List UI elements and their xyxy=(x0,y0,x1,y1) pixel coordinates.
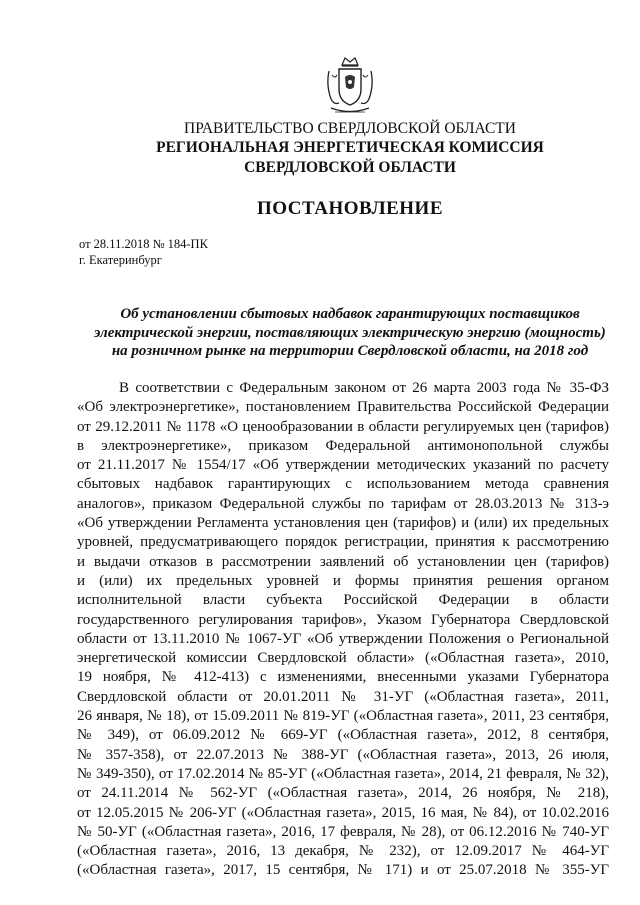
body-line: В соответствии с Федеральным законом от 26 марта 2003 года № 35-ФЗ xyxy=(119,380,609,396)
document-subject xyxy=(0,305,640,361)
body-line: «Об электроэнергетике», постановлением Правительства Российской Федерации xyxy=(77,399,609,416)
government-name: ПРАВИТЕЛЬСТВО СВЕРДЛОВСКОЙ ОБЛАСТИ xyxy=(184,120,516,137)
body-line: в электроэнергетике», приказом Федеральной антимонопольной службы xyxy=(77,437,609,454)
body-line: № 50-УГ («Областная газета», 2016, 17 февраля, № 28), от 06.12.2016 № 740-УГ xyxy=(77,823,609,840)
body-line: от 21.11.2017 № 1554/17 «Об утверждении методических указаний по расчету xyxy=(77,457,609,474)
document-city: г. Екатеринбург xyxy=(79,253,162,267)
document-date-number: от 28.11.2018 № 184-ПК xyxy=(79,237,208,251)
region-name: СВЕРДЛОВСКОЙ ОБЛАСТИ xyxy=(244,159,456,176)
subject-line: электрической энергии, поставляющих электрическую энергию (мощность) xyxy=(94,324,606,341)
body-line: «Об утверждении Регламента установления цен (тарифов) и (или) их предельных xyxy=(77,515,609,532)
body-line: № 349), от 06.09.2012 № 669-УГ («Областная газета», 2012, 8 сентября, xyxy=(77,727,609,744)
body-line: от 24.11.2014 № 562-УГ («Областная газета», 2014, 26 ноября, № 218), xyxy=(77,785,609,802)
body-line: государственного регулирования тарифов», Указом Губернатора Свердловской xyxy=(77,611,609,628)
subject-line: на розничном рынке на территории Свердловской области, на 2018 год xyxy=(111,343,589,359)
body-line: 19 ноября, № 412-413) с изменениями, внесенными указами Губернатора xyxy=(77,669,609,686)
subject-line: Об установлении сбытовых надбавок гарантирующих поставщиков xyxy=(120,306,580,322)
body-line: от 29.12.2011 № 1178 «О ценообразовании в области регулируемых цен (тарифов) xyxy=(77,418,609,435)
body-line: («Областная газета», 2017, 15 сентября, № 171) и от 25.07.2018 № 355-УГ xyxy=(77,862,609,879)
body-line: энергетической комиссии Свердловской области» («Областная газета», 2010, xyxy=(77,650,609,667)
body-line: 26 января, № 18), от 15.09.2011 № 819-УГ («Областная газета», 2011, 23 сентября, xyxy=(77,708,609,725)
body-line: и выдачи отказов в рассмотрении заявлений об установлении цен (тарифов) xyxy=(77,553,609,570)
page-title: ПОСТАНОВЛЕНИЕ xyxy=(256,198,444,219)
coat-of-arms-icon xyxy=(325,55,375,117)
body-line: аналогов», приказом Федеральной службы по тарифам от 28.03.2013 № 313-э xyxy=(77,495,609,512)
commission-name: РЕГИОНАЛЬНАЯ ЭНЕРГЕТИЧЕСКАЯ КОМИССИЯ xyxy=(156,139,544,156)
body-line: уровней, предусматривающего порядок регистрации, принятия к рассмотрению xyxy=(77,534,609,551)
body-line: («Областная газета», 2016, 13 декабря, № 232), от 12.09.2017 № 464-УГ xyxy=(77,843,609,860)
body-line: № 349-350), от 17.02.2014 № 85-УГ («Областная газета», 2014, 21 февраля, № 32), xyxy=(77,765,609,782)
body-line: исполнительной власти субъекта Российской Федерации в области xyxy=(77,592,609,609)
body-line: и (или) их предельных уровней и формы принятия решения органом xyxy=(77,572,609,589)
body-line: области от 13.11.2010 № 1067-УГ «Об утверждении Положения о Региональной xyxy=(77,630,609,647)
body-line: сбытовых надбавок гарантирующих с использованием метода сравнения xyxy=(77,476,609,493)
body-line: № 357-358), от 22.07.2013 № 388-УГ («Областная газета», 2013, 26 июля, xyxy=(77,746,609,763)
body-line: от 12.05.2015 № 206-УГ («Областная газета», 2015, 16 мая, № 84), от 10.02.2016 xyxy=(77,804,609,821)
body-line: Свердловской области от 20.01.2011 № 31-УГ («Областная газета», 2011, xyxy=(77,688,609,705)
document-body xyxy=(77,379,609,881)
